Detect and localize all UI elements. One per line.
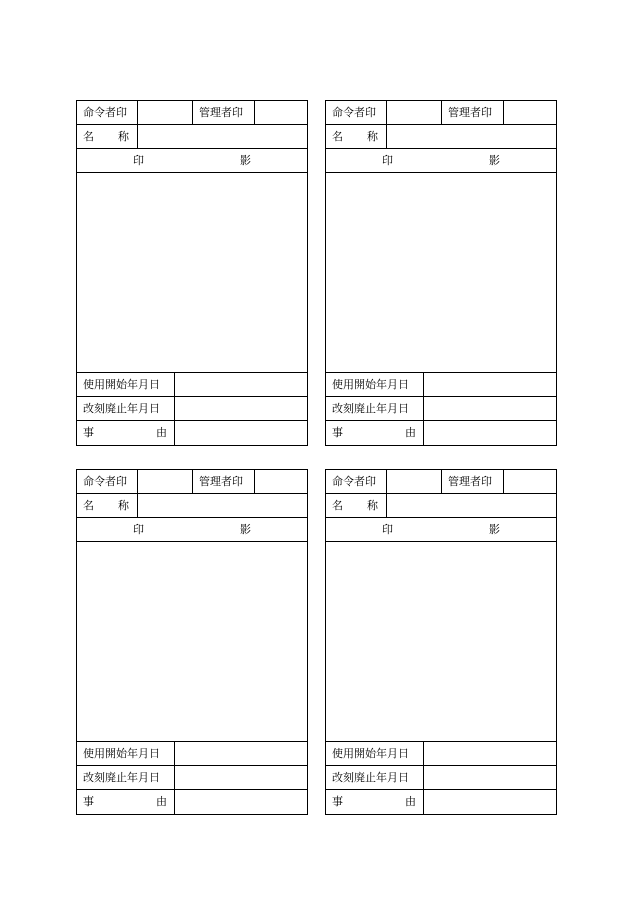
reason-label-char-2: 由 xyxy=(405,426,416,439)
stamp-impression-area xyxy=(326,173,556,373)
abolish-date-row xyxy=(77,397,307,421)
manager-seal-field[interactable] xyxy=(254,101,307,124)
start-date-row xyxy=(77,373,307,397)
stamp-impression-box[interactable] xyxy=(326,173,556,372)
name-label-char-2: 称 xyxy=(118,499,129,512)
start-date-field[interactable] xyxy=(174,742,307,765)
reason-row xyxy=(77,421,307,445)
stamp-impression-heading xyxy=(326,149,556,172)
commander-seal-label: 命令者印 xyxy=(332,475,376,488)
stamp-heading-char-1: 印 xyxy=(382,523,393,536)
start-date-label: 使用開始年月日 xyxy=(83,378,160,391)
commander-seal-field[interactable] xyxy=(137,101,192,124)
reason-field[interactable] xyxy=(423,421,556,445)
stamp-impression-heading xyxy=(77,149,307,172)
name-label xyxy=(77,494,137,517)
seal-register-card-2 xyxy=(325,100,557,446)
stamp-impression-box[interactable] xyxy=(77,173,307,372)
start-date-label: 使用開始年月日 xyxy=(83,747,160,760)
manager-seal-label: 管理者印 xyxy=(441,101,503,124)
abolish-date-field[interactable] xyxy=(174,397,307,420)
start-date-row xyxy=(326,742,556,766)
stamp-heading-char-1: 印 xyxy=(133,523,144,536)
stamp-header-row xyxy=(326,149,556,173)
abolish-date-row xyxy=(77,766,307,790)
stamp-heading-char-1: 印 xyxy=(382,154,393,167)
abolish-date-label: 改刻廃止年月日 xyxy=(83,402,160,415)
stamp-impression-box[interactable] xyxy=(326,542,556,741)
stamp-impression-area xyxy=(326,542,556,742)
start-date-field[interactable] xyxy=(174,373,307,396)
reason-field[interactable] xyxy=(423,790,556,814)
manager-seal-field[interactable] xyxy=(503,470,556,493)
name-label xyxy=(326,494,386,517)
manager-seal-label: 管理者印 xyxy=(192,101,254,124)
approver-row xyxy=(326,470,556,494)
start-date-label: 使用開始年月日 xyxy=(332,747,409,760)
reason-label-char-1: 事 xyxy=(83,426,94,439)
abolish-date-label: 改刻廃止年月日 xyxy=(332,402,409,415)
name-row xyxy=(77,494,307,518)
seal-register-card-4 xyxy=(325,469,557,815)
name-label-char-1: 名 xyxy=(83,130,94,143)
commander-seal-label: 命令者印 xyxy=(83,106,127,119)
approver-row xyxy=(77,470,307,494)
approver-row xyxy=(77,101,307,125)
stamp-header-row xyxy=(77,518,307,542)
reason-label-char-1: 事 xyxy=(332,426,343,439)
stamp-impression-heading xyxy=(326,518,556,541)
abolish-date-label: 改刻廃止年月日 xyxy=(332,771,409,784)
name-row xyxy=(326,494,556,518)
abolish-date-row xyxy=(326,397,556,421)
reason-label xyxy=(77,421,174,445)
stamp-header-row xyxy=(326,518,556,542)
reason-label-char-2: 由 xyxy=(156,426,167,439)
name-label xyxy=(77,125,137,148)
start-date-row xyxy=(326,373,556,397)
manager-seal-field[interactable] xyxy=(503,101,556,124)
stamp-impression-box[interactable] xyxy=(77,542,307,741)
reason-row xyxy=(326,790,556,814)
stamp-heading-char-2: 影 xyxy=(240,523,251,536)
manager-seal-label: 管理者印 xyxy=(192,470,254,493)
commander-seal-field[interactable] xyxy=(137,470,192,493)
abolish-date-field[interactable] xyxy=(174,766,307,789)
manager-seal-label: 管理者印 xyxy=(441,470,503,493)
name-label-char-2: 称 xyxy=(367,499,378,512)
reason-label xyxy=(77,790,174,814)
stamp-heading-char-2: 影 xyxy=(489,523,500,536)
reason-label-char-1: 事 xyxy=(332,795,343,808)
stamp-heading-char-2: 影 xyxy=(489,154,500,167)
reason-row xyxy=(77,790,307,814)
stamp-impression-heading xyxy=(77,518,307,541)
commander-seal-field[interactable] xyxy=(386,101,441,124)
abolish-date-row xyxy=(326,766,556,790)
commander-seal-label: 命令者印 xyxy=(83,475,127,488)
name-label-char-1: 名 xyxy=(332,499,343,512)
reason-label xyxy=(326,790,423,814)
name-label-char-1: 名 xyxy=(332,130,343,143)
manager-seal-field[interactable] xyxy=(254,470,307,493)
start-date-field[interactable] xyxy=(423,373,556,396)
stamp-heading-char-2: 影 xyxy=(240,154,251,167)
commander-seal-label: 命令者印 xyxy=(332,106,376,119)
name-field[interactable] xyxy=(137,494,307,517)
name-field[interactable] xyxy=(137,125,307,148)
name-label-char-2: 称 xyxy=(118,130,129,143)
name-label xyxy=(326,125,386,148)
start-date-label: 使用開始年月日 xyxy=(332,378,409,391)
stamp-header-row xyxy=(77,149,307,173)
reason-label-char-2: 由 xyxy=(156,795,167,808)
abolish-date-label: 改刻廃止年月日 xyxy=(83,771,160,784)
start-date-row xyxy=(77,742,307,766)
reason-row xyxy=(326,421,556,445)
name-field[interactable] xyxy=(386,494,556,517)
name-row xyxy=(326,125,556,149)
name-label-char-1: 名 xyxy=(83,499,94,512)
name-field[interactable] xyxy=(386,125,556,148)
reason-label xyxy=(326,421,423,445)
stamp-heading-char-1: 印 xyxy=(133,154,144,167)
abolish-date-field[interactable] xyxy=(423,397,556,420)
seal-register-card-1 xyxy=(76,100,308,446)
stamp-impression-area xyxy=(77,173,307,373)
reason-label-char-1: 事 xyxy=(83,795,94,808)
seal-register-card-3 xyxy=(76,469,308,815)
name-label-char-2: 称 xyxy=(367,130,378,143)
approver-row xyxy=(326,101,556,125)
stamp-impression-area xyxy=(77,542,307,742)
reason-field[interactable] xyxy=(174,421,307,445)
start-date-field[interactable] xyxy=(423,742,556,765)
reason-field[interactable] xyxy=(174,790,307,814)
name-row xyxy=(77,125,307,149)
abolish-date-field[interactable] xyxy=(423,766,556,789)
commander-seal-field[interactable] xyxy=(386,470,441,493)
reason-label-char-2: 由 xyxy=(405,795,416,808)
